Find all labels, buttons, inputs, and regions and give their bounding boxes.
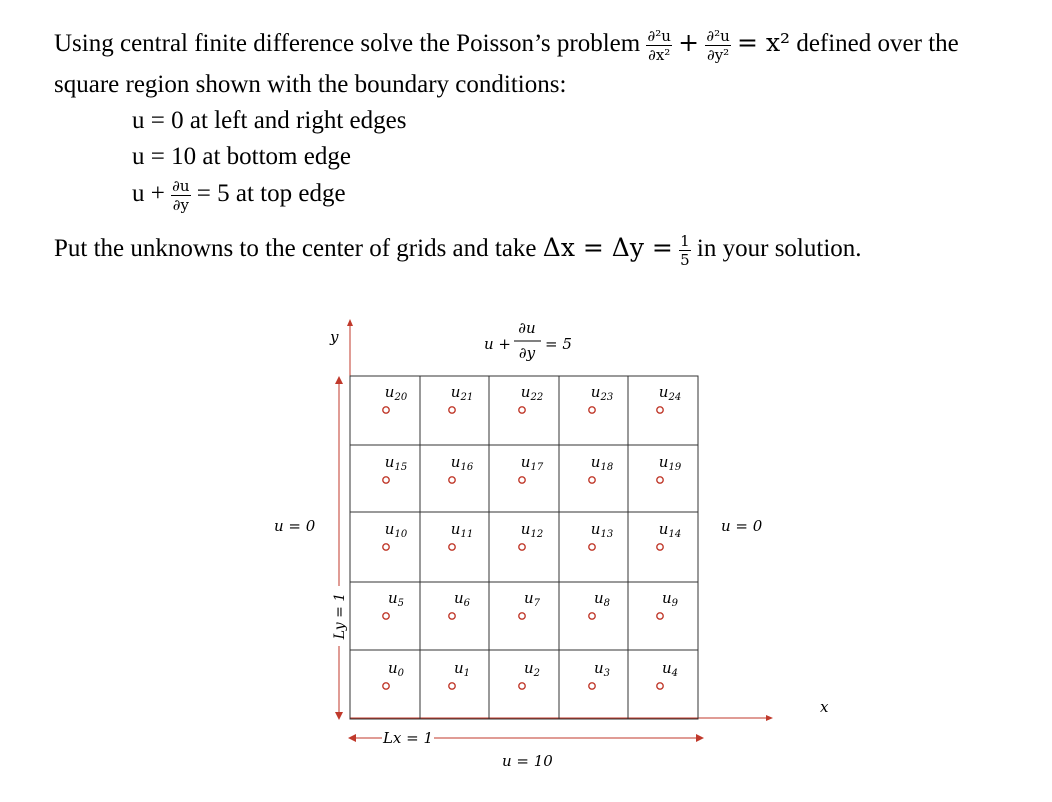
node-label [594, 659, 610, 679]
pde-plus: + [678, 28, 700, 58]
ly-label: Ly = 1 [332, 592, 348, 640]
node-label [451, 520, 473, 540]
node-label [385, 453, 407, 473]
grid-node-marker [589, 683, 595, 689]
delta-equation: Δx = Δy = [542, 233, 673, 263]
node-subscript: 16 [460, 462, 474, 473]
grid-node-marker [589, 407, 595, 413]
node-subscript: 8 [603, 598, 611, 609]
node-subscript: 19 [668, 462, 682, 473]
node-label [385, 383, 408, 403]
grid-nodes [383, 383, 682, 689]
node-label [662, 589, 679, 609]
node-label [662, 659, 678, 679]
node-subscript: 10 [394, 529, 408, 540]
node-subscript: 3 [603, 668, 611, 679]
node-label [451, 453, 474, 473]
bc3-derivative-numerator: ∂u [172, 177, 190, 195]
node-label [659, 520, 681, 540]
grid-instruction-suffix: in your solution. [696, 235, 862, 263]
node-symbol: u [661, 659, 672, 677]
node-subscript: 0 [397, 668, 405, 679]
grid-node-marker [519, 613, 525, 619]
grid-node-marker [519, 407, 525, 413]
left-boundary-condition: u = 0 [274, 517, 316, 535]
node-label [594, 589, 610, 609]
node-symbol: u [658, 453, 669, 471]
node-label [591, 520, 613, 540]
node-subscript: 21 [460, 392, 474, 403]
node-symbol: u [384, 383, 395, 401]
boundary-condition-1: u = 0 at left and right edges [132, 107, 407, 134]
node-symbol: u [453, 589, 464, 607]
node-subscript: 7 [533, 598, 541, 609]
node-subscript: 12 [530, 529, 544, 540]
node-symbol: u [450, 520, 461, 538]
grid-node-marker [449, 613, 455, 619]
lx-arrow-left [348, 734, 356, 742]
x-axis-label: x [820, 698, 829, 716]
grid-node-marker [449, 407, 455, 413]
grid-instruction-text: Put the unknowns to the center of grids and take [54, 235, 537, 263]
node-symbol: u [453, 659, 464, 677]
node-symbol: u [523, 659, 534, 677]
y-axis-label: y [330, 328, 339, 346]
top-bc-prefix: u + [484, 335, 511, 353]
problem-intro-text: Using central finite difference solve the Poisson’s problem [54, 30, 641, 58]
node-subscript: 18 [600, 462, 614, 473]
step-size-denominator: 5 [680, 251, 690, 269]
bc3-derivative-denominator: ∂y [172, 196, 189, 214]
ly-arrow-top [335, 376, 343, 384]
lx-arrow-right [696, 734, 704, 742]
grid-node-marker [519, 683, 525, 689]
grid-node-marker [657, 613, 663, 619]
node-symbol: u [384, 453, 395, 471]
grid-node-marker [383, 407, 389, 413]
node-subscript: 24 [668, 392, 682, 403]
node-subscript: 6 [463, 598, 471, 609]
node-symbol: u [387, 589, 398, 607]
node-label [454, 589, 471, 609]
node-label [659, 453, 682, 473]
node-label [451, 383, 473, 403]
node-symbol: u [658, 383, 669, 401]
node-subscript: 9 [671, 598, 679, 609]
node-label [524, 659, 540, 679]
node-label [521, 520, 543, 540]
node-symbol: u [384, 520, 395, 538]
pde-rhs: = x² [737, 28, 791, 58]
node-subscript: 17 [530, 462, 544, 473]
node-subscript: 15 [394, 462, 408, 473]
grid-node-marker [383, 613, 389, 619]
node-label [591, 453, 613, 473]
node-symbol: u [450, 453, 461, 471]
grid-node-marker [449, 683, 455, 689]
node-symbol: u [590, 453, 601, 471]
bc3-suffix: = 5 at top edge [196, 180, 346, 208]
top-boundary-condition [484, 319, 572, 362]
node-subscript: 11 [460, 529, 474, 540]
node-subscript: 20 [394, 392, 408, 403]
top-bc-numerator: ∂u [518, 319, 536, 337]
grid-node-marker [657, 683, 663, 689]
node-symbol: u [661, 589, 672, 607]
pde-term-y-numerator: ∂²u [706, 27, 730, 45]
node-symbol: u [590, 520, 601, 538]
ly-arrow-bottom [335, 712, 343, 720]
grid-node-marker [383, 544, 389, 550]
node-subscript: 14 [668, 529, 682, 540]
pde-term-x-numerator: ∂²u [647, 27, 671, 45]
node-subscript: 1 [463, 668, 471, 679]
bottom-boundary-condition: u = 10 [502, 752, 553, 770]
node-label [521, 383, 543, 403]
node-subscript: 2 [533, 668, 541, 679]
node-symbol: u [520, 383, 531, 401]
grid-node-marker [657, 407, 663, 413]
node-label [521, 453, 544, 473]
node-label [388, 589, 404, 609]
node-symbol: u [590, 383, 601, 401]
pde-term-y-denominator: ∂y² [706, 46, 730, 64]
node-symbol: u [520, 520, 531, 538]
grid-node-marker [449, 477, 455, 483]
node-symbol: u [593, 659, 604, 677]
node-subscript: 13 [600, 529, 614, 540]
bc3-prefix: u + [132, 180, 165, 208]
grid-node-marker [519, 477, 525, 483]
grid-node-marker [589, 477, 595, 483]
node-symbol: u [520, 453, 531, 471]
grid-node-marker [657, 477, 663, 483]
node-subscript: 23 [600, 392, 614, 403]
right-boundary-condition: u = 0 [721, 517, 763, 535]
node-label [385, 520, 408, 540]
node-symbol: u [658, 520, 669, 538]
problem-line-2: square region shown with the boundary conditions: [54, 71, 567, 98]
node-label [591, 383, 613, 403]
top-bc-suffix: = 5 [545, 335, 572, 353]
pde-term-x-denominator: ∂x² [648, 46, 671, 64]
boundary-condition-2: u = 10 at bottom edge [132, 143, 351, 170]
node-symbol: u [387, 659, 398, 677]
grid-node-marker [589, 544, 595, 550]
node-subscript: 5 [397, 598, 405, 609]
grid-node-marker [589, 613, 595, 619]
grid-node-marker [383, 477, 389, 483]
node-label [659, 383, 681, 403]
problem-intro-tail: defined over the [796, 30, 959, 58]
top-bc-denominator: ∂y [518, 344, 536, 362]
step-size-numerator: 1 [680, 232, 690, 250]
lx-label: Lx = 1 [382, 729, 434, 747]
node-label [454, 659, 470, 679]
grid-node-marker [383, 683, 389, 689]
node-symbol: u [450, 383, 461, 401]
node-symbol: u [593, 589, 604, 607]
grid-node-marker [519, 544, 525, 550]
node-symbol: u [523, 589, 534, 607]
node-subscript: 4 [671, 668, 679, 679]
grid-node-marker [657, 544, 663, 550]
node-label [524, 589, 541, 609]
grid-node-marker [449, 544, 455, 550]
node-subscript: 22 [530, 392, 544, 403]
node-label [388, 659, 405, 679]
